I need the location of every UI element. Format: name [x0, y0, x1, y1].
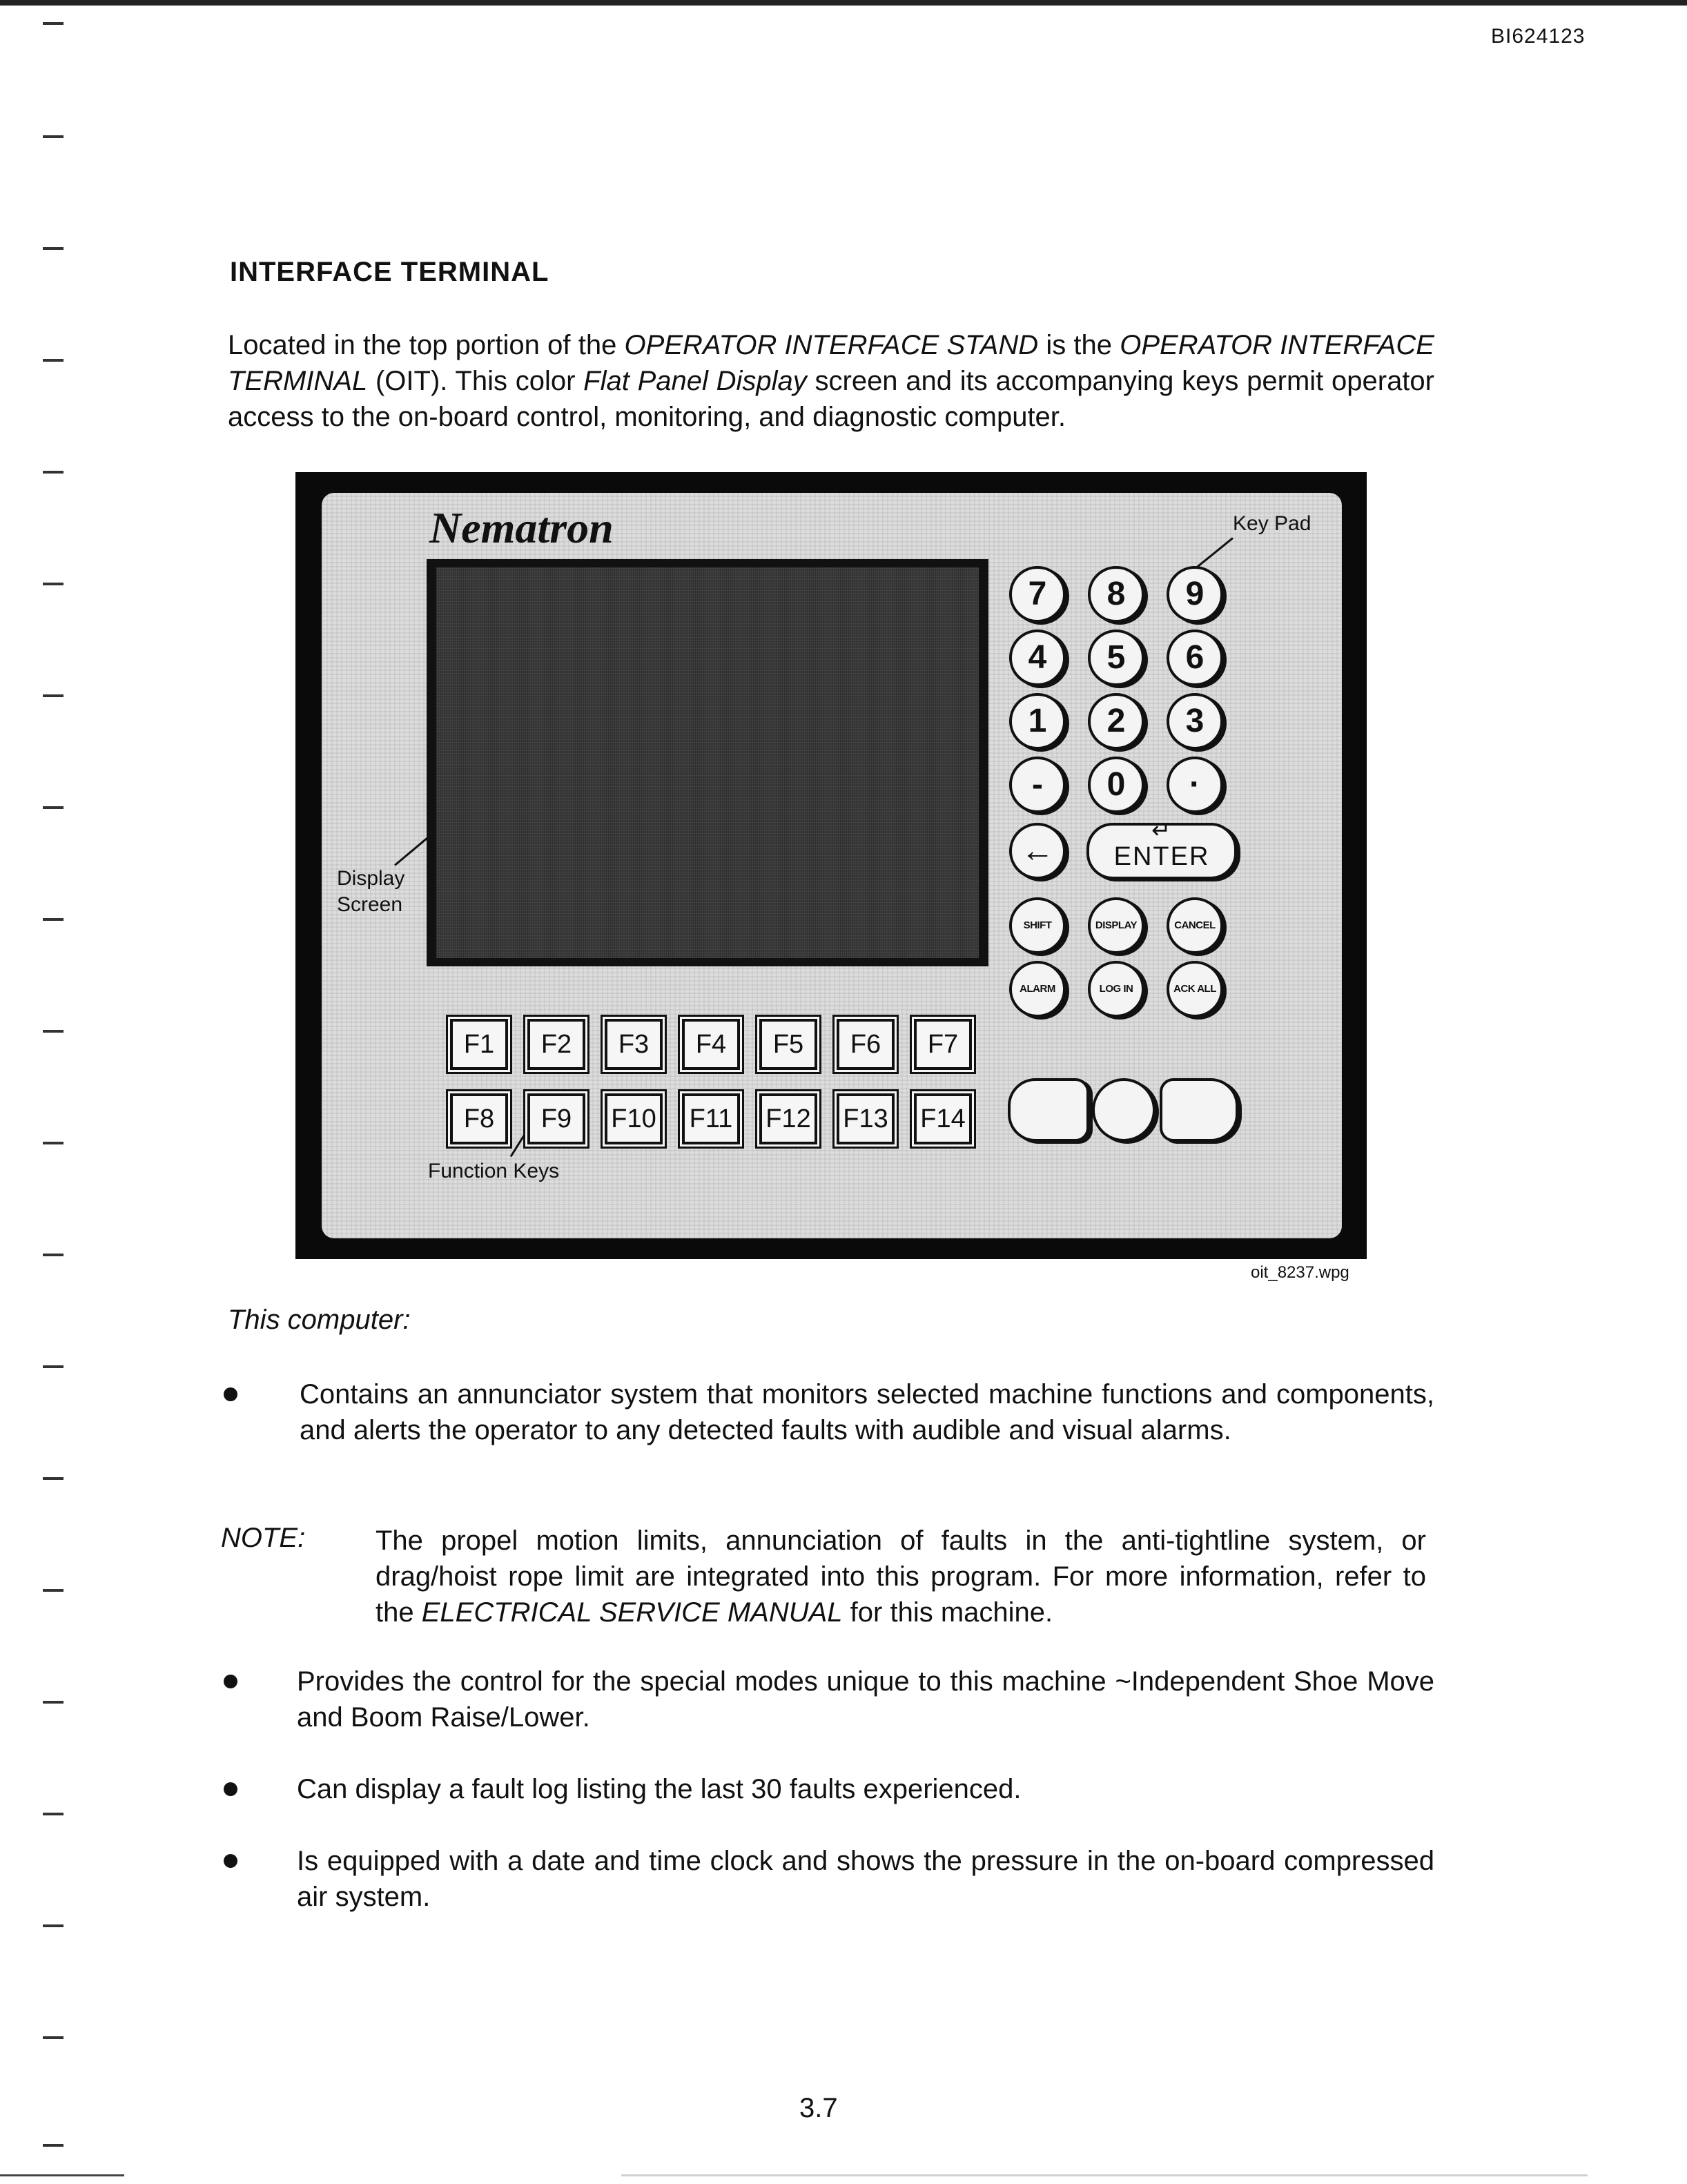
f9-key[interactable]: F9 [527, 1093, 585, 1144]
key-5[interactable]: 5 [1088, 630, 1144, 686]
bullet-text: Contains an annunciator system that monitors selected machine functions and components, and alerts the operator to any detected faults with audible and visual alarms. [300, 1379, 1434, 1445]
f11-key[interactable]: F11 [682, 1093, 740, 1144]
intro-text: Located in the top portion of the [228, 330, 625, 360]
backspace-key[interactable]: ← [1009, 823, 1066, 879]
blank-center-key[interactable] [1092, 1078, 1155, 1142]
enter-key-label: ENTER [1113, 842, 1210, 871]
f7-key[interactable]: F7 [914, 1019, 972, 1070]
blank-right-key[interactable] [1160, 1078, 1238, 1142]
margin-tick [43, 471, 64, 474]
f4-key[interactable]: F4 [682, 1019, 740, 1070]
key-2[interactable]: 2 [1088, 693, 1144, 750]
f5-key[interactable]: F5 [759, 1019, 817, 1070]
keypad-label: Key Pad [1233, 512, 1311, 535]
alarm-key[interactable]: ALARM [1009, 961, 1066, 1017]
key-9[interactable]: 9 [1167, 566, 1223, 623]
bottom-border-rule [0, 2174, 124, 2176]
note-text-part: for this machine. [842, 1597, 1053, 1628]
key-7[interactable]: 7 [1009, 566, 1066, 623]
intro-stand-term: OPERATOR INTERFACE STAND [624, 330, 1039, 360]
margin-tick [43, 583, 64, 585]
margin-tick [43, 359, 64, 362]
note-text-part: The propel motion limits, annunciation of faults in the anti-tightline system, or drag/hoist rope limit are integrated into this program. For more information, refer to the [376, 1525, 1426, 1628]
margin-tick [43, 1030, 64, 1033]
margin-tick [43, 135, 64, 138]
document-id: BI624123 [1491, 25, 1586, 48]
f6-key[interactable]: F6 [837, 1019, 895, 1070]
margin-tick [43, 2036, 64, 2039]
note-label: NOTE: [221, 1523, 306, 1553]
display-key[interactable]: DISPLAY [1088, 897, 1144, 954]
margin-tick [43, 1813, 64, 1815]
display-screen-label: Display [337, 867, 405, 890]
key-0[interactable]: 0 [1088, 757, 1144, 813]
margin-tick [43, 1589, 64, 1592]
margin-tick [43, 806, 64, 809]
f3-key[interactable]: F3 [605, 1019, 663, 1070]
intro-terminal-term: OPERATOR INTERFACE TERMINAL [228, 330, 1434, 396]
enter-return-icon: ↵ [1151, 817, 1171, 844]
log-in-key[interactable]: LOG IN [1088, 961, 1144, 1017]
page-number: 3.7 [799, 2093, 838, 2123]
brand-logo: Nematron [429, 503, 614, 552]
margin-tick [43, 1142, 64, 1144]
figure-filename: oit_8237.wpg [1251, 1263, 1349, 1282]
ack-all-key[interactable]: ACK ALL [1167, 961, 1223, 1017]
key-1[interactable]: 1 [1009, 693, 1066, 750]
bullet-icon [224, 1387, 237, 1401]
section-heading: INTERFACE TERMINAL [230, 257, 549, 287]
display-screen-label: Screen [337, 893, 403, 916]
key-minus[interactable]: - [1009, 757, 1066, 813]
bullet-icon [224, 1675, 237, 1688]
margin-tick [43, 1254, 64, 1256]
intro-text: (OIT). This color [367, 366, 584, 396]
note-text [376, 1523, 1426, 1630]
key-3[interactable]: 3 [1167, 693, 1223, 750]
function-keys-label: Function Keys [428, 1160, 560, 1182]
margin-tick [43, 1924, 64, 1927]
note-manual-title: ELECTRICAL SERVICE MANUAL [421, 1597, 843, 1628]
margin-tick [43, 918, 64, 921]
blank-left-key[interactable] [1008, 1078, 1089, 1142]
f14-key[interactable]: F14 [914, 1093, 972, 1144]
f8-key[interactable]: F8 [450, 1093, 508, 1144]
shift-key[interactable]: SHIFT [1009, 897, 1066, 954]
margin-tick [43, 1477, 64, 1480]
key-8[interactable]: 8 [1088, 566, 1144, 623]
key-6[interactable]: 6 [1167, 630, 1223, 686]
margin-tick [43, 1701, 64, 1704]
cancel-key[interactable]: CANCEL [1167, 897, 1223, 954]
f13-key[interactable]: F13 [837, 1093, 895, 1144]
f12-key[interactable]: F12 [759, 1093, 817, 1144]
margin-tick [43, 694, 64, 697]
margin-tick [43, 2144, 64, 2147]
bullet-text: Is equipped with a date and time clock and shows the pressure in the on-board compressed air system. [297, 1846, 1434, 1912]
lead-text: This computer: [228, 1305, 411, 1335]
margin-tick [43, 22, 64, 25]
bullet-icon [224, 1782, 237, 1796]
key-4[interactable]: 4 [1009, 630, 1066, 686]
intro-paragraph [228, 327, 1434, 435]
f1-key[interactable]: F1 [450, 1019, 508, 1070]
intro-text: screen and its accompanying keys permit operator access to the on-board control, monitoring, and diagnostic computer. [228, 366, 1434, 432]
f2-key[interactable]: F2 [527, 1019, 585, 1070]
bullet-text: Provides the control for the special modes unique to this machine ~Independent Shoe Move and Boom Raise/Lower. [297, 1666, 1434, 1733]
top-border-rule [0, 0, 1687, 6]
bottom-border-rule [621, 2174, 1588, 2176]
key-decimal[interactable]: · [1167, 757, 1223, 813]
margin-tick [43, 1365, 64, 1368]
display-screen [436, 567, 979, 958]
bullet-icon [224, 1854, 237, 1868]
intro-text: is the [1038, 330, 1120, 360]
intro-display-term: Flat Panel Display [583, 366, 807, 396]
bullet-text: Can display a fault log listing the last 30 faults experienced. [297, 1774, 1022, 1804]
f10-key[interactable]: F10 [605, 1093, 663, 1144]
margin-tick [43, 247, 64, 250]
